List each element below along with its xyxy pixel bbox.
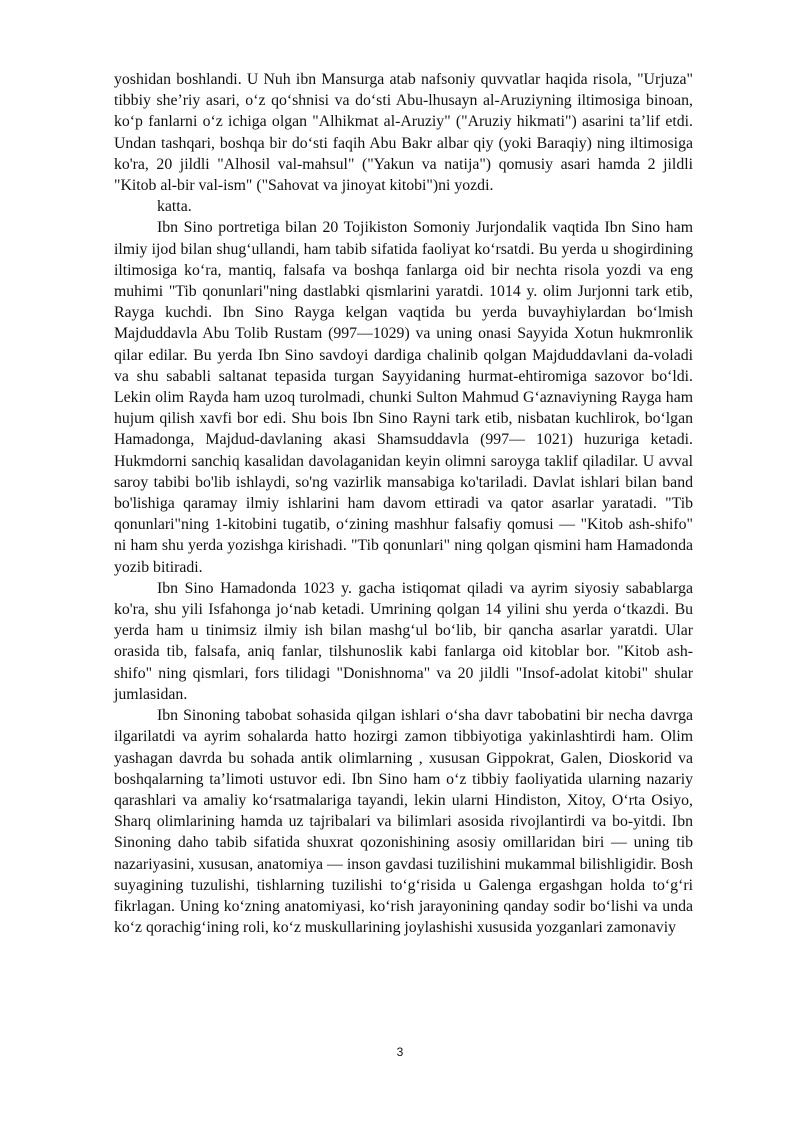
page-number: 3 xyxy=(396,1045,404,1059)
paragraph-isfahon: Ibn Sino Hamadonda 1023 y. gacha istiqomat qiladi va ayrim siyosiy sabablarga ko'ra, shu yili Isfahonga jo‘nab ketadi. Umrining qolgan 14 yilini shu yerda o‘tkazdi. Bu yerda ham u tinimsiz ilmiy ish bilan mashg‘ul bo‘lib, bir qancha asarlar yaratdi. Ular orasida tib, falsafa, aniq fanlar, tilshunoslik kabi fanlarga oid kitoblar bor. "Kitob ash-shifo" ning qismlari, fors tilidagi "Donishnoma" va 20 jildli "Insof-adolat kitobi" shular jumlasidan. xyxy=(114,579,693,703)
paragraph-continuation: yoshidan boshlandi. U Nuh ibn Mansurga atab nafsoniy quvvatlar haqida risola, "Urjuza" tibbiy she’riy asari, o‘z qo‘shnisi va do‘sti Abu-lhusayn al-Aruziyning iltimosiga binoan, ko‘p fanlarni o‘z ichiga olgan "Alhikmat al-Aruziy" ("Aruziy hikmati") asarini ta’lif etdi. Undan tashqari, boshqa bir do‘sti faqih Abu Bakr albar qiy (yoki Baraqiy) ning iltimosiga ko'ra, 20 jildli "Alhosil val-mahsul" ("Yakun va natija") qomusiy asari hamda 2 jildli "Kitob al-bir val-ism" ("Sahovat va jinoyat kitobi")ni yozdi. xyxy=(114,71,693,195)
paragraph-fragment: katta. xyxy=(157,198,192,216)
paragraph-tabobat: Ibn Sinoning tabobat sohasida qilgan ishlari o‘sha davr tabobatini bir necha davrga ilgarilatdi va ayrim sohalarda hatto hozirgi zamon tibbiyotiga yakinlashtirdi ham. Olim yashagan davrda bu sohada antik olimlarning , xususan Gippokrat, Galen, Dioskorid va boshqalarning ta’limoti ustuvor edi. Ibn Sino ham o‘z tibbiy faoliyatida ularning nazariy qarashlari va amaliy ko‘rsatmalariga tayandi, lekin ularni Hindiston, Xitoy, O‘rta Osiyo, Sharq olimlarining hamda uz tajribalari va bilimlari asosida rivojlantirdi va bo-yitdi. Ibn Sinoning daho tabib sifatida shuxrat qozonishining asosiy omillaridan biri — uning tib nazariyasini, xususan, anatomiya — inson gavdasi tuzilishini mukammal bilishligidir. Bosh suyagining tuzulishi, tishlarning tuzilishi to‘g‘risida u Galenga ergashgan holda to‘g‘ri fikrlagan. Uning ko‘zning anatomiyasi, ko‘rish jarayonining qanday sodir bo‘lishi va unda ko‘z qorachig‘ining roli, ko‘z muskullarining joylashishi xususida yozganlari zamonaviy xyxy=(114,707,693,937)
paragraph-jurjon-ray-hamadon: Ibn Sino portretiga bilan 20 Tojikiston Somoniy Jurjondalik vaqtida Ibn Sino ham ilmiy ijod bilan shug‘ullandi, ham tabib sifatida faoliyat ko‘rsatdi. Bu yerda u shogirdining iltimosiga ko‘ra, mantiq, falsafa va boshqa fanlarga oid bir nechta risola yozdi va eng muhimi "Tib qonunlari"ning dastlabki qismlarini yaratdi. 1014 y. olim Jurjonni tark etib, Rayga kuchdi. Ibn Sino Rayga kelgan vaqtida bu yerda buvayhiylardan bo‘lmish Majduddavla Abu Tolib Rustam (997—1029) va uning onasi Sayyida Xotun hukmronlik qilar edilar. Bu yerda Ibn Sino savdoyi dardiga chalinib qolgan Majduddavlani da-voladi va shu sababli saltanat tepasida turgan Sayyidaning hurmat-ehtiromiga sazovor bo‘ldi. Lekin olim Rayda ham uzoq turolmadi, chunki Sulton Mahmud G‘aznaviyning Rayga ham hujum qilish xavfi bor edi. Shu bois Ibn Sino Rayni tark etib, nisbatan kuchlirok, bo‘lgan Hamadonga, Majdud-davlaning akasi Shamsuddavla (997— 1021) huzuriga ketadi. Hukmdorni sanchiq kasalidan davolaganidan keyin olimni saroyga taklif qiladilar. U avval saroy tabibi bo'lib ishlaydi, so'ng vazirlik mansabiga ko'tariladi. Davlat ishlari bilan band bo'lishiga qaramay ilmiy ishlarini ham davom ettiradi va qator asarlar yaratadi. "Tib qonunlari"ning 1-kitobini tugatib, o‘zining mashhur falsafiy qomusi — "Kitob ash-shifo" ni ham shu yerda yozishga kirishadi. "Tib qonunlari" ning qolgan qismini ham Hamadonda yozib bitiradi. xyxy=(114,219,693,576)
page-body xyxy=(114,69,693,938)
